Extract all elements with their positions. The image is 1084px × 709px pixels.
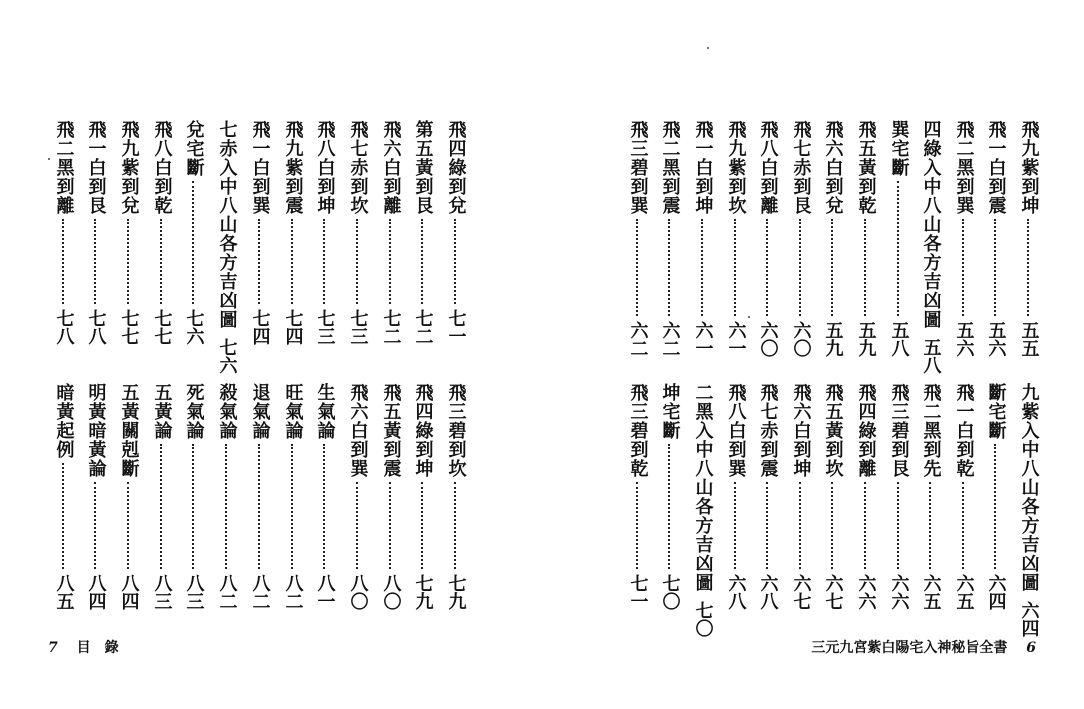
toc-entry-page: 五六 [985, 321, 1007, 357]
toc-entry-page: 七九 [445, 574, 467, 610]
footer-page-number: 7 [48, 640, 58, 656]
toc-entry [278, 120, 308, 345]
dot-leader [160, 219, 164, 304]
dot-leader [258, 444, 262, 569]
toc-entry-title: 飛五黃到坎 [822, 383, 844, 478]
toc-entry-title: 死氣論 [183, 383, 205, 440]
dot-leader [127, 219, 131, 304]
toc-entry-page: 五八 [888, 321, 910, 357]
toc-entry-title: 飛一白到巽 [249, 120, 271, 215]
toc-entry [49, 120, 79, 345]
dot-leader [734, 482, 738, 569]
dot-leader [831, 482, 835, 569]
toc-entry [245, 120, 275, 345]
toc-entry-page: 八二 [216, 574, 238, 610]
dot-leader [668, 444, 672, 569]
toc-entry [49, 383, 79, 610]
dot-leader [897, 482, 901, 569]
toc-entry [721, 383, 751, 610]
toc-entry [376, 120, 406, 345]
toc-entry-page: 八三 [151, 574, 173, 610]
toc-entry-page: 七四 [249, 309, 271, 345]
toc-entry-page: 七七 [118, 309, 140, 345]
footer-title: 三元九宮紫白陽宅入神秘旨全書 [811, 640, 1008, 656]
toc-entry-page: 八一 [314, 574, 336, 610]
toc-entry-page: 六五 [920, 574, 942, 610]
toc-entry-page: 七二 [412, 309, 434, 345]
toc-entry-title: 四綠入中八山各方吉凶圖 [920, 120, 942, 329]
toc-entry [147, 383, 177, 610]
dot-leader [1027, 219, 1031, 316]
dot-leader [356, 482, 360, 569]
dot-leader [356, 219, 360, 304]
toc-entry-page: 五六 [953, 321, 975, 357]
dot-leader [864, 482, 868, 569]
toc-entry-title: 飛八白到巽 [725, 383, 747, 478]
dot-leader [897, 181, 901, 316]
toc-entry-title: 飛一白到坤 [692, 120, 714, 215]
toc-entry-title: 飛三碧到艮 [888, 383, 910, 478]
dot-leader [994, 219, 998, 316]
dot-leader [636, 219, 640, 316]
toc-entry-page: 五九 [822, 321, 844, 357]
toc-entry-page: 六〇 [790, 321, 812, 357]
toc-entry-page: 七二 [380, 309, 402, 345]
toc-entry-page: 五九 [855, 321, 877, 357]
toc-entry-page: 六六 [855, 574, 877, 610]
toc-entry-page: 八四 [118, 574, 140, 610]
dot-leader [831, 219, 835, 316]
dot-leader [62, 463, 66, 569]
toc-entry-page: 八二 [249, 574, 271, 610]
dot-leader [323, 444, 327, 569]
dot-leader [323, 219, 327, 304]
toc-entry [441, 383, 471, 610]
toc-entry-title: 第五黃到艮 [412, 120, 434, 215]
toc-entry [81, 383, 111, 610]
footer [48, 637, 133, 657]
right-page [542, 0, 1084, 709]
dot-leader [734, 219, 738, 316]
toc-entry-page: 八二 [282, 574, 304, 610]
toc-entry-title: 飛七赤到震 [757, 383, 779, 478]
toc-entry-page: 六六 [888, 574, 910, 610]
toc-entry-title: 七赤入中八山各方吉凶圖 [216, 120, 238, 329]
toc-entry-page: 八四 [85, 574, 107, 610]
toc-entry-title: 飛二黑到震 [659, 120, 681, 215]
scan-speck [48, 158, 50, 160]
toc-entry-title: 飛三碧到坎 [445, 383, 467, 478]
dot-leader [258, 219, 262, 304]
toc-entry-title: 飛二黑到巽 [953, 120, 975, 215]
dot-leader [668, 219, 672, 316]
toc-entry-page: 七一 [445, 309, 467, 345]
toc-entry-title: 飛九紫到坤 [1018, 120, 1040, 215]
dot-leader [799, 482, 803, 569]
toc-entry-page: 七一 [627, 574, 649, 610]
toc-entry-title: 飛二黑到離 [53, 120, 75, 215]
dot-leader [421, 219, 425, 304]
toc-entry-title: 飛六白到巽 [347, 383, 369, 478]
toc-entry [114, 120, 144, 345]
toc-entry-title: 飛七赤到艮 [790, 120, 812, 215]
toc-entry-page: 八〇 [380, 574, 402, 610]
toc-entry [884, 383, 914, 610]
toc-entry [278, 383, 308, 610]
toc-entry-page: 七四 [282, 309, 304, 345]
dot-leader [766, 219, 770, 316]
toc-entry-page: 六八 [757, 574, 779, 610]
dot-leader [192, 181, 196, 304]
toc-entry-title: 生氣論 [314, 383, 336, 440]
toc-entry [212, 383, 242, 610]
dot-leader [291, 219, 295, 304]
toc-entry [245, 383, 275, 610]
toc-entry [884, 120, 914, 357]
footer-page-number: 6 [1026, 640, 1036, 656]
toc-entry-title: 飛二黑到先 [920, 383, 942, 478]
toc-entry [376, 383, 406, 610]
toc-entry-title: 兌宅斷 [183, 120, 205, 177]
toc-entry-title: 斷宅斷 [985, 383, 1007, 440]
toc-entry-page: 五八 [920, 338, 942, 374]
toc-entry [688, 383, 718, 637]
toc-entry-title: 坤宅斷 [659, 383, 681, 440]
toc-entry [818, 383, 848, 610]
toc-entry [441, 120, 471, 345]
toc-entry-title: 飛九紫到坎 [725, 120, 747, 215]
toc-entry-title: 飛五黃到震 [380, 383, 402, 478]
toc-entry-title: 巽宅斷 [888, 120, 910, 177]
toc-entry-title: 九紫入中八山各方吉凶圖 [1018, 383, 1040, 592]
toc-entry-title: 飛七赤到坎 [347, 120, 369, 215]
toc-entry [1014, 383, 1044, 637]
footer [811, 637, 1036, 657]
toc-entry-page: 七七 [151, 309, 173, 345]
dot-leader [127, 482, 131, 569]
toc-entry-page: 八〇 [347, 574, 369, 610]
dot-leader [701, 219, 705, 316]
toc-entry-title: 明黃暗黃論 [85, 383, 107, 478]
toc-entry [147, 120, 177, 345]
toc-entry-page: 六一 [692, 321, 714, 357]
toc-entry-page: 七八 [53, 309, 75, 345]
toc-entry-page: 八三 [183, 574, 205, 610]
toc-entry-page: 七六 [183, 309, 205, 345]
dot-leader [962, 482, 966, 569]
toc-entry [753, 120, 783, 357]
toc-entry-page: 八五 [53, 574, 75, 610]
toc-entry [408, 120, 438, 345]
toc-entry-title: 五黃論 [151, 383, 173, 440]
toc-entry-page: 七八 [85, 309, 107, 345]
toc-entry [655, 120, 685, 357]
scan-speck [707, 47, 709, 49]
toc-entry [916, 120, 946, 374]
dot-leader [94, 219, 98, 304]
toc-entry-title: 飛一白到艮 [85, 120, 107, 215]
toc-entry-title: 飛九紫到兌 [118, 120, 140, 215]
toc-entry-title: 二黑入中八山各方吉凶圖 [692, 383, 714, 592]
toc-entry [851, 120, 881, 357]
toc-entry [721, 120, 751, 357]
toc-entry-title: 殺氣論 [216, 383, 238, 440]
toc-entry [343, 120, 373, 345]
scan-speck [748, 316, 750, 318]
toc-entry-title: 飛八白到坤 [314, 120, 336, 215]
toc-entry [981, 120, 1011, 357]
toc-entry [786, 120, 816, 357]
toc-entry [1014, 120, 1044, 357]
toc-entry-title: 飛九紫到震 [282, 120, 304, 215]
toc-entry-page: 六二 [659, 321, 681, 357]
toc-entry [623, 120, 653, 357]
toc-entry [114, 383, 144, 610]
toc-entry-title: 飛一白到震 [985, 120, 1007, 215]
toc-entry [688, 120, 718, 357]
toc-entry-page: 六五 [953, 574, 975, 610]
toc-entry [786, 383, 816, 610]
toc-entry-page: 六七 [790, 574, 812, 610]
toc-entry-title: 飛六白到坤 [790, 383, 812, 478]
toc-entry-title: 飛三碧到乾 [627, 383, 649, 478]
toc-entry [623, 383, 653, 610]
toc-entry [343, 383, 373, 610]
toc-entry [655, 383, 685, 610]
dot-leader [160, 444, 164, 569]
dot-leader [994, 444, 998, 569]
dot-leader [636, 482, 640, 569]
toc-entry-title: 旺氣論 [282, 383, 304, 440]
toc-entry [851, 383, 881, 610]
toc-entry [949, 383, 979, 610]
toc-entry [916, 383, 946, 610]
toc-entry-title: 飛八白到離 [757, 120, 779, 215]
toc-entry-title: 飛一白到乾 [953, 383, 975, 478]
toc-entry [949, 120, 979, 357]
toc-entry-title: 飛六白到離 [380, 120, 402, 215]
toc-entry-page: 六七 [822, 574, 844, 610]
toc-entry-title: 退氣論 [249, 383, 271, 440]
toc-entry-title: 飛五黃到乾 [855, 120, 877, 215]
dot-leader [62, 219, 66, 304]
toc-entry-page: 七九 [412, 574, 434, 610]
toc-entry [81, 120, 111, 345]
dot-leader [454, 482, 458, 569]
dot-leader [192, 444, 196, 569]
toc-entry-page: 六二 [627, 321, 649, 357]
dot-leader [225, 444, 229, 569]
toc-entry [408, 383, 438, 610]
footer-title: 目錄 [76, 640, 133, 656]
toc-entry-page: 七〇 [692, 601, 714, 637]
dot-leader [766, 482, 770, 569]
toc-entry-title: 暗黃起例 [53, 383, 75, 459]
dot-leader [962, 219, 966, 316]
toc-entry-page: 六〇 [757, 321, 779, 357]
toc-entry-page: 七六 [216, 338, 238, 374]
dot-leader [864, 219, 868, 316]
toc-entry-title: 飛六白到兌 [822, 120, 844, 215]
toc-entry [212, 120, 242, 374]
toc-entry-title: 飛三碧到巽 [627, 120, 649, 215]
toc-entry-title: 飛八白到乾 [151, 120, 173, 215]
dot-leader [929, 482, 933, 569]
toc-entry-page: 六八 [725, 574, 747, 610]
toc-entry-page: 六一 [725, 321, 747, 357]
dot-leader [389, 482, 393, 569]
toc-entry-title: 飛四綠到坤 [412, 383, 434, 478]
dot-leader [389, 219, 393, 304]
toc-entry [179, 120, 209, 345]
dot-leader [291, 444, 295, 569]
toc-entry-page: 七三 [347, 309, 369, 345]
toc-entry [818, 120, 848, 357]
toc-entry-page: 五五 [1018, 321, 1040, 357]
toc-entry-page: 七〇 [659, 574, 681, 610]
toc-entry-page: 七三 [314, 309, 336, 345]
dot-leader [421, 482, 425, 569]
toc-entry-page: 六四 [985, 574, 1007, 610]
toc-entry [753, 383, 783, 610]
toc-entry [981, 383, 1011, 610]
toc-entry [310, 120, 340, 345]
dot-leader [454, 219, 458, 304]
toc-entry [179, 383, 209, 610]
toc-entry [310, 383, 340, 610]
dot-leader [94, 482, 98, 569]
toc-entry-title: 飛四綠到兌 [445, 120, 467, 215]
dot-leader [799, 219, 803, 316]
toc-entry-page: 六四 [1018, 601, 1040, 637]
toc-entry-title: 飛四綠到離 [855, 383, 877, 478]
toc-entry-title: 五黃關剋斷 [118, 383, 140, 478]
